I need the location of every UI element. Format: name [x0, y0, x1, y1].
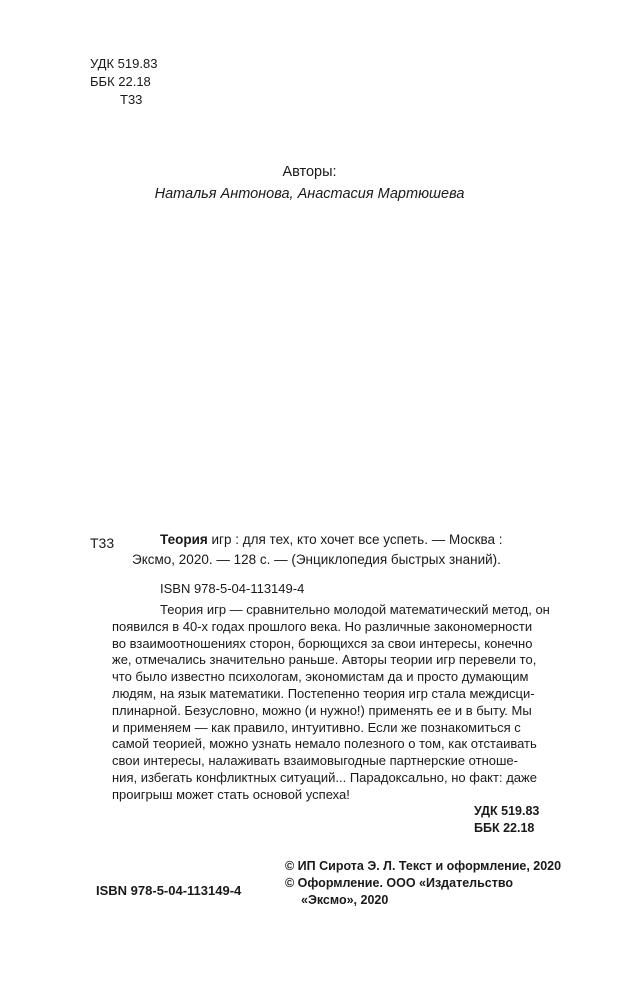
abstract-line: во взаимоотношениях сторон, борющихся за свои интересы, конечно	[112, 635, 533, 651]
catalog-title-line	[160, 530, 562, 550]
abstract-line: что было известно психологам, экономистам да и просто думающим	[112, 669, 529, 685]
abstract-line: проигрыш может стать основой успеха!	[112, 786, 350, 802]
abstract-line: Теория игр — сравнительно молодой математический метод, он	[160, 602, 550, 617]
copyright-line-2: © Оформление. ООО «Издательство	[285, 876, 513, 890]
catalog-line-2: Эксмо, 2020. — 128 с. — (Энциклопедия быстрых знаний).	[132, 552, 501, 567]
abstract-line: самой теорией, можно узнать немало полезного о том, как отстаивать	[112, 736, 537, 752]
abstract-line: ния, избегать конфликтных ситуаций... Парадоксально, но факт: даже	[112, 769, 537, 785]
bbk-code-top: ББК 22.18	[90, 74, 151, 89]
copyright-block	[285, 858, 561, 909]
abstract-line: появился в 40-х годах прошлого века. Но различные закономерности	[112, 618, 533, 634]
author-mark-top: Т33	[120, 92, 143, 107]
udk-code-bottom: УДК 519.83	[474, 804, 540, 818]
udk-code-top: УДК 519.83	[90, 56, 158, 71]
abstract-line: же, отмечались значительно раньше. Авторы теории игр перевели то,	[112, 652, 537, 668]
catalog-description	[132, 530, 562, 570]
authors-names: Наталья Антонова, Анастасия Мартюшева	[154, 186, 465, 202]
catalog-isbn: ISBN 978-5-04-113149-4	[160, 581, 305, 596]
abstract-line: плинарной. Безусловно, можно (и нужно!) применять ее и в быту. Мы	[112, 702, 532, 718]
catalog-author-mark: Т33	[90, 535, 115, 551]
abstract-line: людям, на язык математики. Постепенно теория игр стала междисци-	[112, 685, 535, 701]
abstract-line: и применяем — как правило, интуитивно. Если же познакомиться с	[112, 719, 521, 735]
authors-block	[0, 161, 619, 205]
abstract-block	[112, 602, 562, 804]
bottom-codes	[474, 803, 539, 837]
isbn-bottom: ISBN 978-5-04-113149-4	[96, 883, 242, 898]
authors-label: Авторы:	[282, 164, 337, 180]
copyright-line-1: © ИП Сирота Э. Л. Текст и оформление, 2020	[285, 859, 562, 873]
catalog-title-bold: Теория	[160, 532, 208, 547]
abstract-line: свои интересы, налаживать взаимовыгодные партнерские отноше-	[112, 753, 518, 769]
bbk-code-bottom: ББК 22.18	[474, 821, 535, 835]
copyright-line-3: «Эксмо», 2020	[301, 893, 389, 907]
catalog-title-rest: игр : для тех, кто хочет все успеть. — Москва :	[207, 532, 503, 547]
